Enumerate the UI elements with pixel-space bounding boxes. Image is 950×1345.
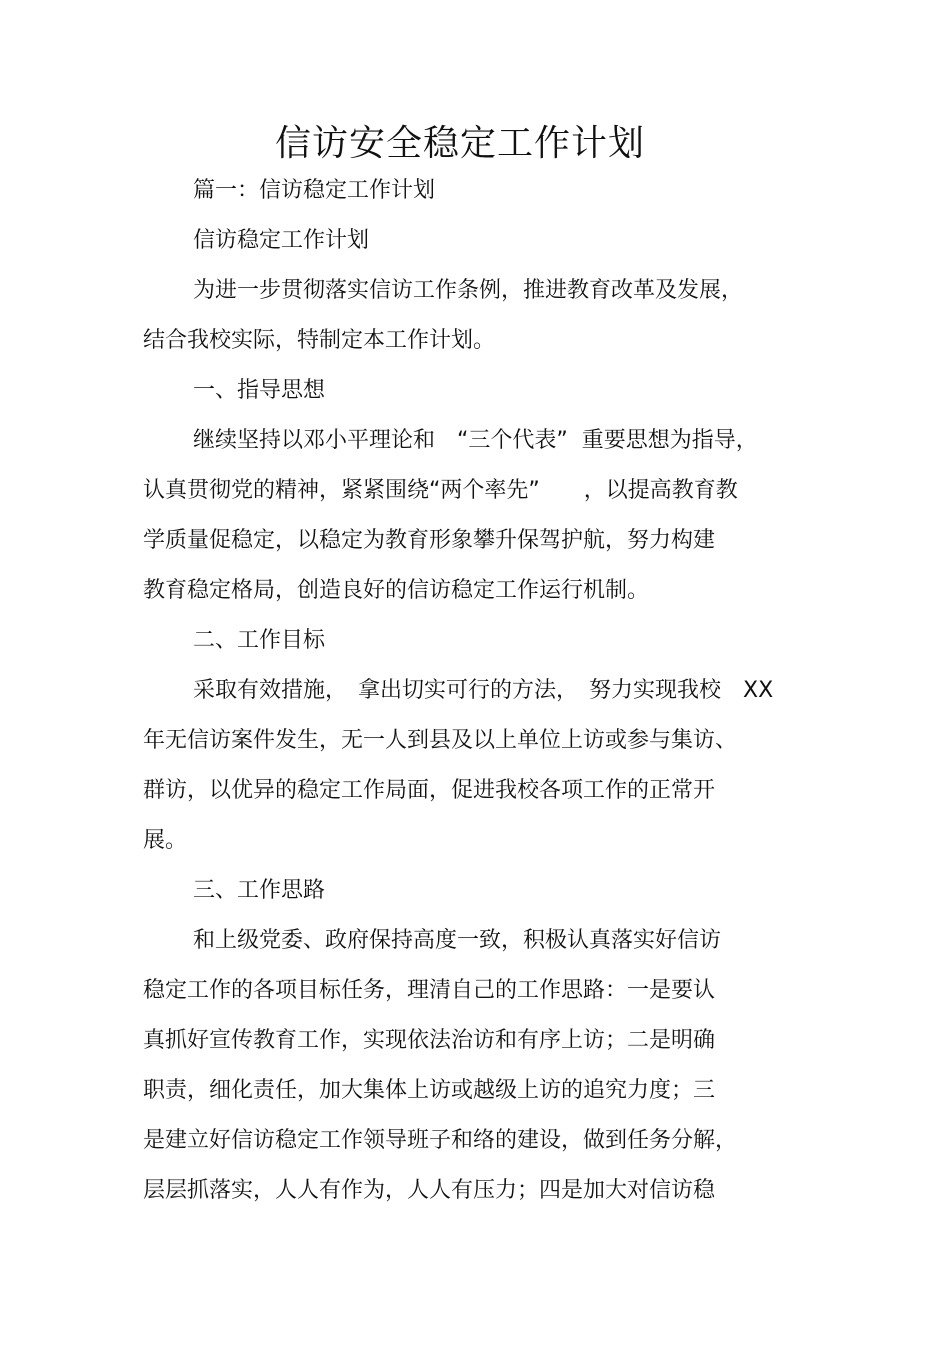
paragraph-line: 和上级党委、政府保持高度一致，积极认真落实好信访	[193, 928, 722, 953]
document-title: 信访安全稳定工作计划	[274, 123, 645, 164]
section-heading-guiding-ideology: 一、指导思想	[193, 378, 326, 403]
paragraph-line: 展。	[143, 828, 188, 853]
paragraph-line: 职责，细化责任，加大集体上访或越级上访的追究力度；三	[143, 1078, 716, 1103]
paragraph-line: 群访，以优异的稳定工作局面，促进我校各项工作的正常开	[143, 778, 716, 803]
paragraph-line: 认真贯彻党的精神，紧紧围绕“两个率先” ，以提高教育教	[143, 478, 738, 503]
paragraph-line: 稳定工作的各项目标任务，理清自己的工作思路：一是要认	[143, 978, 716, 1003]
paragraph-line: 年无信访案件发生，无一人到县及以上单位上访或参与集访、	[143, 728, 738, 753]
paragraph-line: 采取有效措施， 拿出切实可行的方法， 努力实现我校 XX	[193, 678, 774, 703]
paragraph-line: 结合我校实际，特制定本工作计划。	[143, 328, 496, 353]
paragraph-line: 为进一步贯彻落实信访工作条例，推进教育改革及发展，	[193, 278, 744, 303]
paragraph-line: 是建立好信访稳定工作领导班子和络的建设，做到任务分解，	[143, 1128, 738, 1153]
paragraph-line: 层层抓落实，人人有作为，人人有压力；四是加大对信访稳	[143, 1178, 716, 1203]
subtitle: 信访稳定工作计划	[193, 228, 370, 253]
section-heading-work-goals: 二、工作目标	[193, 628, 326, 653]
section-heading-part-one: 篇一：信访稳定工作计划	[193, 178, 436, 203]
paragraph-line: 继续坚持以邓小平理论和 “三个代表” 重要思想为指导，	[193, 428, 758, 453]
section-heading-work-approach: 三、工作思路	[193, 878, 326, 903]
paragraph-line: 教育稳定格局，创造良好的信访稳定工作运行机制。	[143, 578, 650, 603]
paragraph-line: 真抓好宣传教育工作，实现依法治访和有序上访；二是明确	[143, 1028, 716, 1053]
paragraph-line: 学质量促稳定，以稳定为教育形象攀升保驾护航，努力构建	[143, 528, 716, 553]
